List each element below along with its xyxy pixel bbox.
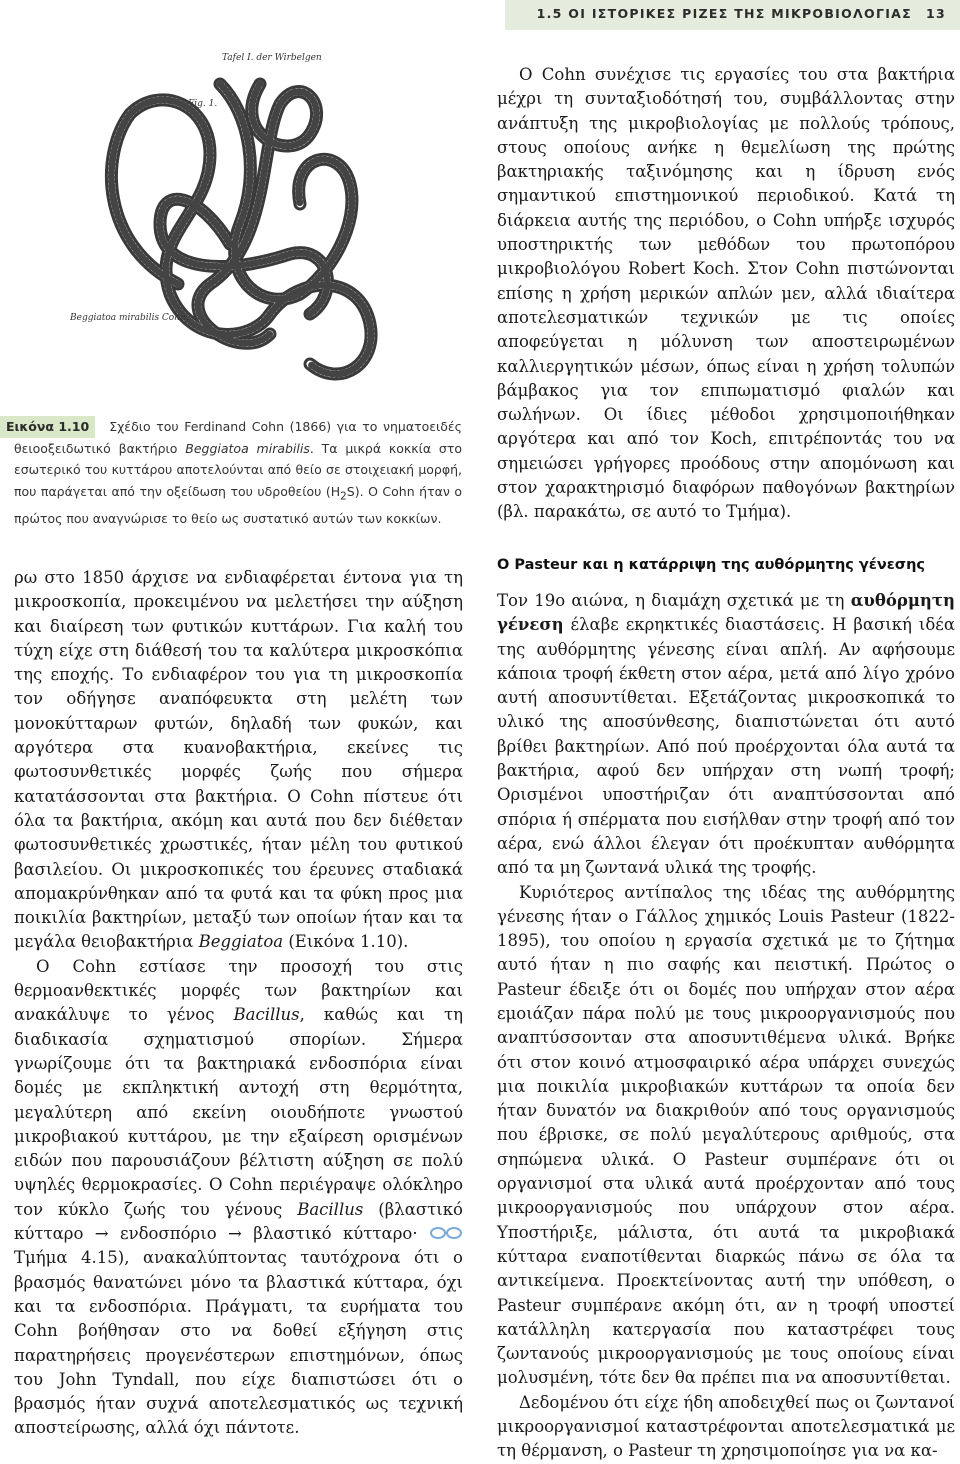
text-run: Ο Cohn εστίασε την προσοχή του στις θερμοανθεκτικές μορφές των βακτηρίων και ανακάλυψε το γένος — [14, 956, 463, 1025]
beggiatoa-drawing — [60, 44, 420, 418]
header-text — [537, 6, 946, 21]
header-bar — [505, 0, 960, 30]
figure-caption — [6, 416, 463, 529]
left-paragraph-2 — [14, 955, 463, 1441]
page-number: 13 — [926, 6, 946, 21]
text-run: (Εικόνα 1.10). — [283, 932, 409, 952]
right-paragraph-1: Ο Cohn συνέχισε τις εργασίες του στα βακτήρια μέχρι τη συνταξιοδότησή του, συμβάλλοντας στην ανάπτυξη της μικροβιολογίας με πολλούς τρόπους, στους οποίους ανήκε η θεμελίωση της πρώτης βακτηριακής ταξινόμησης και η ίδρυση ενός σημαντικού επιστημονικού περιοδικού. Κατά τη διάρκεια αυτής της περιόδου, ο Cohn υπήρξε ισχυρός υποστηρικτής των μεθόδων του πρωτοπόρου μικροβιολόγου Robert Koch. Στον Cohn πιστώνονται επίσης η χρήση μερικών απλών μεν, αλλά ιδιαίτερα αποτελεσματικών τεχνικών με τις οποίες αποφεύγεται η μόλυνση των αποστειρωμένων καλλιεργητικών μέσων, όπως είναι η χρήση τολυπών βάμβακος για τον επιπωματισμό φιαλών και σωλήνων. Οι ίδιες μέθοδοι χρησιμοποιήθηκαν αργότερα και από τον Koch, επιτρέποντάς του να σημειώσει γρήγορες προόδους στην απομόνωση και στον χαρακτηρισμό διαφόρων παθογόνων βακτηρίων (βλ. παρακάτω, σε αυτό το Τμήμα). — [497, 65, 955, 522]
caption-subscript: 2 — [340, 490, 347, 502]
left-paragraph-1 — [14, 566, 463, 955]
text-run: (βλαστικό κύτταρο → ενδοσπόριο → βλαστικό κύτταρο· — [14, 1199, 463, 1244]
text-run: έλαβε εκρηκτικές διαστάσεις. Η βασική ιδέα της αυθόρμητης γένεσης είναι απλή. Αν αφήσουμε κάποια τροφή έκθετη στον αέρα, μετά από λίγο χρόνο αυτή αποσυντίθεται. Εξετάζοντας μικροσκοπικά το υλικό της αποσύνθεσης, διαπιστώνεται ότι αυτό βρίθει βακτηρίων. Από πού προέρχονται όλα αυτά τα βακτήρια, αφού δεν υπήρχαν στη νωπή τροφή; Ορισμένοι υποστήριζαν ότι αναπτύσσονται από σπόρια ή σπέρματα που εισήλθαν στην τροφή από τον αέρα, ενώ άλλοι έλεγαν ότι προέκυπταν αυθόρμητα από τα μη ζωντανά υλικά της τροφής. — [497, 615, 955, 878]
cross-reference-icon — [429, 1226, 463, 1240]
caption-text-2: . Τα μικρά κοκκία στο εσωτερικό του κυττάρου αποτελούνται από θείο σε στοιχειακή μορφή, που παράγεται από την οξείδωση του υδροθείου (H — [14, 440, 463, 499]
genus-name: Bacillus — [297, 1199, 364, 1219]
section-heading: Ο Pasteur και η κατάρριψη της αυθόρμητης γένεσης — [497, 556, 926, 573]
fig-number-label: Fig. 1. — [188, 99, 218, 109]
specimen-label: Beggiatoa mirabilis Cohn. — [70, 313, 189, 323]
plate-label: Tafel I. der Wirbelgen — [222, 53, 322, 63]
caption-text-1: Σχέδιο του Ferdinand Cohn (1866) για το νηματοειδές θειοοξειδωτικό βακτήριο — [14, 419, 462, 456]
text-run: ρω στο 1850 άρχισε να ενδιαφέρεται έντονα για τη μικροσκοπία, προκειμένου να μελετήσει την αύξηση και διαίρεση των φυτικών κυττάρων. Για καλή του τύχη είχε στη διάθεσή του τα καλύτερα μικροσκόπια της εποχής. Το ενδιαφέρον του για τη μικροσκοπία τον οδήγησε αναπόφευκτα στη μελέτη των μονοκύτταρων φυτών, δηλαδή των φυκών, και αργότερα στα κυανοβακτήρια, εκείνες τις φωτοσυνθετικές μορφές ζωής που σήμερα κατατάσσονται στα βακτήρια. Ο Cohn πίστευε ότι όλα τα βακτήρια, ακόμη και αυτά που δεν διέθεταν φωτοσυνθετικές χρωστικές, ήταν μέλη του φυτικού βασιλείου. Οι μικροσκοπικές του έρευνες σταδιακά απομακρύνθηκαν από τα φυτά και τα φύκη προς μια ποικιλία βακτηρίων, μεταξύ των οποίων ήταν και τα μεγάλα θειοβακτήρια — [14, 568, 463, 952]
right-paragraph-4: Δεδομένου ότι είχε ήδη αποδειχθεί πως οι ζωντανοί μικροοργανισμοί καταστρέφονται αποτελεσματικά με τη θέρμανση, ο Pasteur τη χρησιμοποίησε για να κα- — [497, 1392, 956, 1461]
text-run: Τμήμα 4.15), ανακαλύπτοντας ταυτόχρονα ότι ο βρασμός θανατώνει μόνο τα βλαστικά κύτταρα, όχι και τα ενδοσπόρια. Πράγματι, τα ευρήματα του Cohn βοήθησαν στο να δοθεί εξήγηση στις παρατηρήσεις προγενέστερων επιστημόνων, όπως του John Tyndall, που είχε διαπιστώσει ότι ο βρασμός ήταν συχνά αποτελεσματικός ως τεχνική αποστείρωσης, αλλά όχι πάντοτε. — [14, 1248, 463, 1438]
left-column — [14, 566, 463, 1441]
right-column — [497, 63, 955, 1464]
right-paragraph-3: Κυριότερος αντίπαλος της ιδέας της αυθόρμητης γένεσης ήταν ο Γάλλος χημικός Louis Pasteur (1822-1895), του οποίου η εργασία σχετικά με το ζήτημα αυτό ήταν η πιο σαφής και πειστική. Πρώτος ο Pasteur έδειξε ότι οι δομές που υπήρχαν στον αέρα εμοιάζαν πάρα πολύ με τους μικροοργανισμούς που αναπτύσσονταν στα αποσυντιθέμενα υλικά. Βρήκε ότι στον κοινό ατμοσφαιρικό αέρα υπάρχει συνεχώς μια ποικιλία μικροβιακών κυττάρων τα οποία δεν ήταν δυνατόν να διακριθούν από τους οργανισμούς που έβρισκε, σε πολύ μεγαλύτερους αριθμούς, στα σηπώμενα υλικά. Ο Pasteur συμπέρανε ότι οι οργανισμοί στα υλικά αυτά προέρχονταν από τους μικροοργανισμούς που υπάρχουν στον αέρα. Υποστήριξε, μάλιστα, ότι αυτά τα μικροβιακά κύτταρα εναποτίθενται διαρκώς πάνω σε όλα τα αντικείμενα. Προεκτείνοντας αυτή την υπόθεση, ο Pasteur συμπέρανε ακόμη ότι, αν η τροφή υποστεί κατάλληλη κατεργασία που καταστρέφει τους ζωντανούς μικροοργανισμούς με τους οποίους είναι μολυσμένη, τότε δεν θα πρέπει πια να αποσυντίθεται. — [497, 882, 955, 1388]
section-title: 1.5 ΟΙ ΙΣΤΟΡΙΚΕΣ ΡΙΖΕΣ ΤΗΣ ΜΙΚΡΟΒΙΟΛΟΓΙΑΣ — [536, 6, 912, 21]
right-paragraph-2 — [497, 589, 955, 881]
figure-label: Εικόνα 1.10 — [0, 416, 95, 438]
text-run: Τον 19ο αιώνα, η διαμάχη σχετικά με τη — [497, 590, 851, 610]
caption-text-3: S). Ο Cohn ήταν ο πρώτος που αναγνώρισε το θείο ως συστατικό αυτών των κοκκίων. — [14, 483, 462, 526]
key-term: αυθόρμητη γένεση — [497, 590, 955, 635]
text-run: , καθώς και τη διαδικασία σχηματισμού σπορίων. Σήμερα γνωρίζουμε ότι τα βακτηριακά ενδοσπόρια είναι δομές με εκπληκτική αντοχή στη θερμότητα, μεγαλύτερη από εκείνη οιουδήποτε γνωστού μικροβιακού κυττάρου, με την εξαίρεση ορισμένων ειδών που παρουσιάζουν βέλτιστη αύξηση σε πολύ υψηλές θερμοκρασίες. Ο Cohn περιέγραψε ολόκληρο τον κύκλο ζωής του γένους — [14, 1005, 463, 1219]
genus-name: Bacillus — [233, 1005, 300, 1025]
caption-species: Beggiatoa mirabilis — [185, 440, 310, 456]
running-header — [0, 0, 960, 30]
genus-name: Beggiatoa — [198, 932, 284, 952]
figure-drawing — [60, 44, 420, 418]
